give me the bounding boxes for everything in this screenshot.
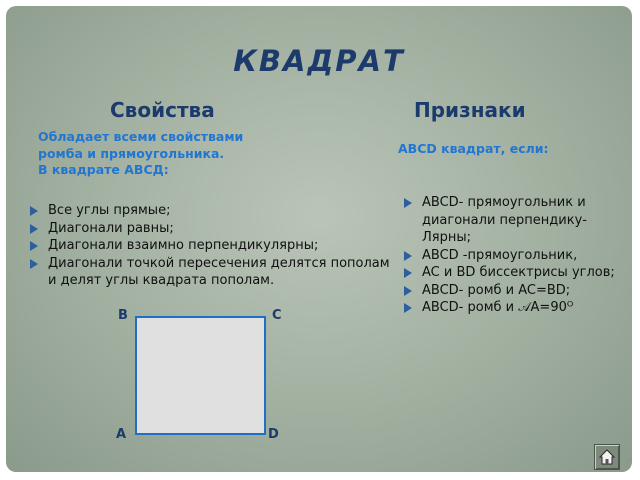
criteria-heading: Признаки (414, 98, 526, 122)
list-item (404, 299, 630, 317)
criteria-list (404, 194, 630, 317)
properties-heading: Свойства (110, 98, 215, 122)
list-item-text: ABCD -прямоугольник, (422, 247, 578, 263)
list-item-text: Диагонали точкой пересечения делятся пополам и делят углы квадрата пополам. (48, 255, 390, 288)
list-item (30, 255, 400, 290)
bullet-arrow-icon (404, 251, 412, 261)
home-button[interactable] (594, 444, 620, 470)
vertex-label-d: D (268, 427, 279, 442)
properties-intro-line: В квадрате АВСД: (38, 162, 169, 177)
bullet-arrow-icon (30, 241, 38, 251)
criteria-intro: ABCD квадрат, если: (398, 141, 549, 156)
home-icon (598, 448, 616, 466)
properties-intro-line: ромба и прямоугольника. (38, 145, 225, 161)
properties-intro-line: Обладает всеми свойствами (38, 129, 244, 144)
list-item (404, 247, 630, 265)
bullet-arrow-icon (30, 224, 38, 234)
list-item-text: AC и BD биссектрисы углов; (422, 265, 615, 280)
properties-list (30, 202, 400, 290)
bullet-arrow-icon (404, 198, 412, 208)
square-figure (135, 316, 266, 435)
list-item-text: Диагонали взаимно перпендикулярны; (48, 238, 319, 253)
bullet-arrow-icon (404, 268, 412, 278)
list-item (30, 202, 400, 220)
slide (6, 6, 632, 472)
list-item-text: Диагонали равны; (48, 220, 174, 236)
bullet-arrow-icon (30, 206, 38, 216)
list-item (30, 220, 400, 238)
list-item-text: ABCD- ромб и 𝒜A=90ᴼ (422, 300, 574, 315)
bullet-arrow-icon (30, 259, 38, 269)
list-item (30, 237, 400, 255)
list-item-text: ABCD- прямоугольник и диагонали перпендику-Лярны; (422, 195, 587, 245)
list-item-text: ABCD- ромб и AC=BD; (422, 282, 571, 298)
list-item (404, 264, 630, 282)
list-item (404, 194, 630, 247)
slide-title: КВАДРАТ (233, 44, 405, 78)
vertex-label-b: B (118, 308, 128, 323)
bullet-arrow-icon (404, 286, 412, 296)
vertex-label-c: C (272, 308, 282, 323)
vertex-label-a: A (116, 427, 127, 442)
list-item-text: Все углы прямые; (48, 203, 171, 218)
properties-intro (38, 129, 328, 179)
list-item (404, 282, 630, 300)
bullet-arrow-icon (404, 303, 412, 313)
